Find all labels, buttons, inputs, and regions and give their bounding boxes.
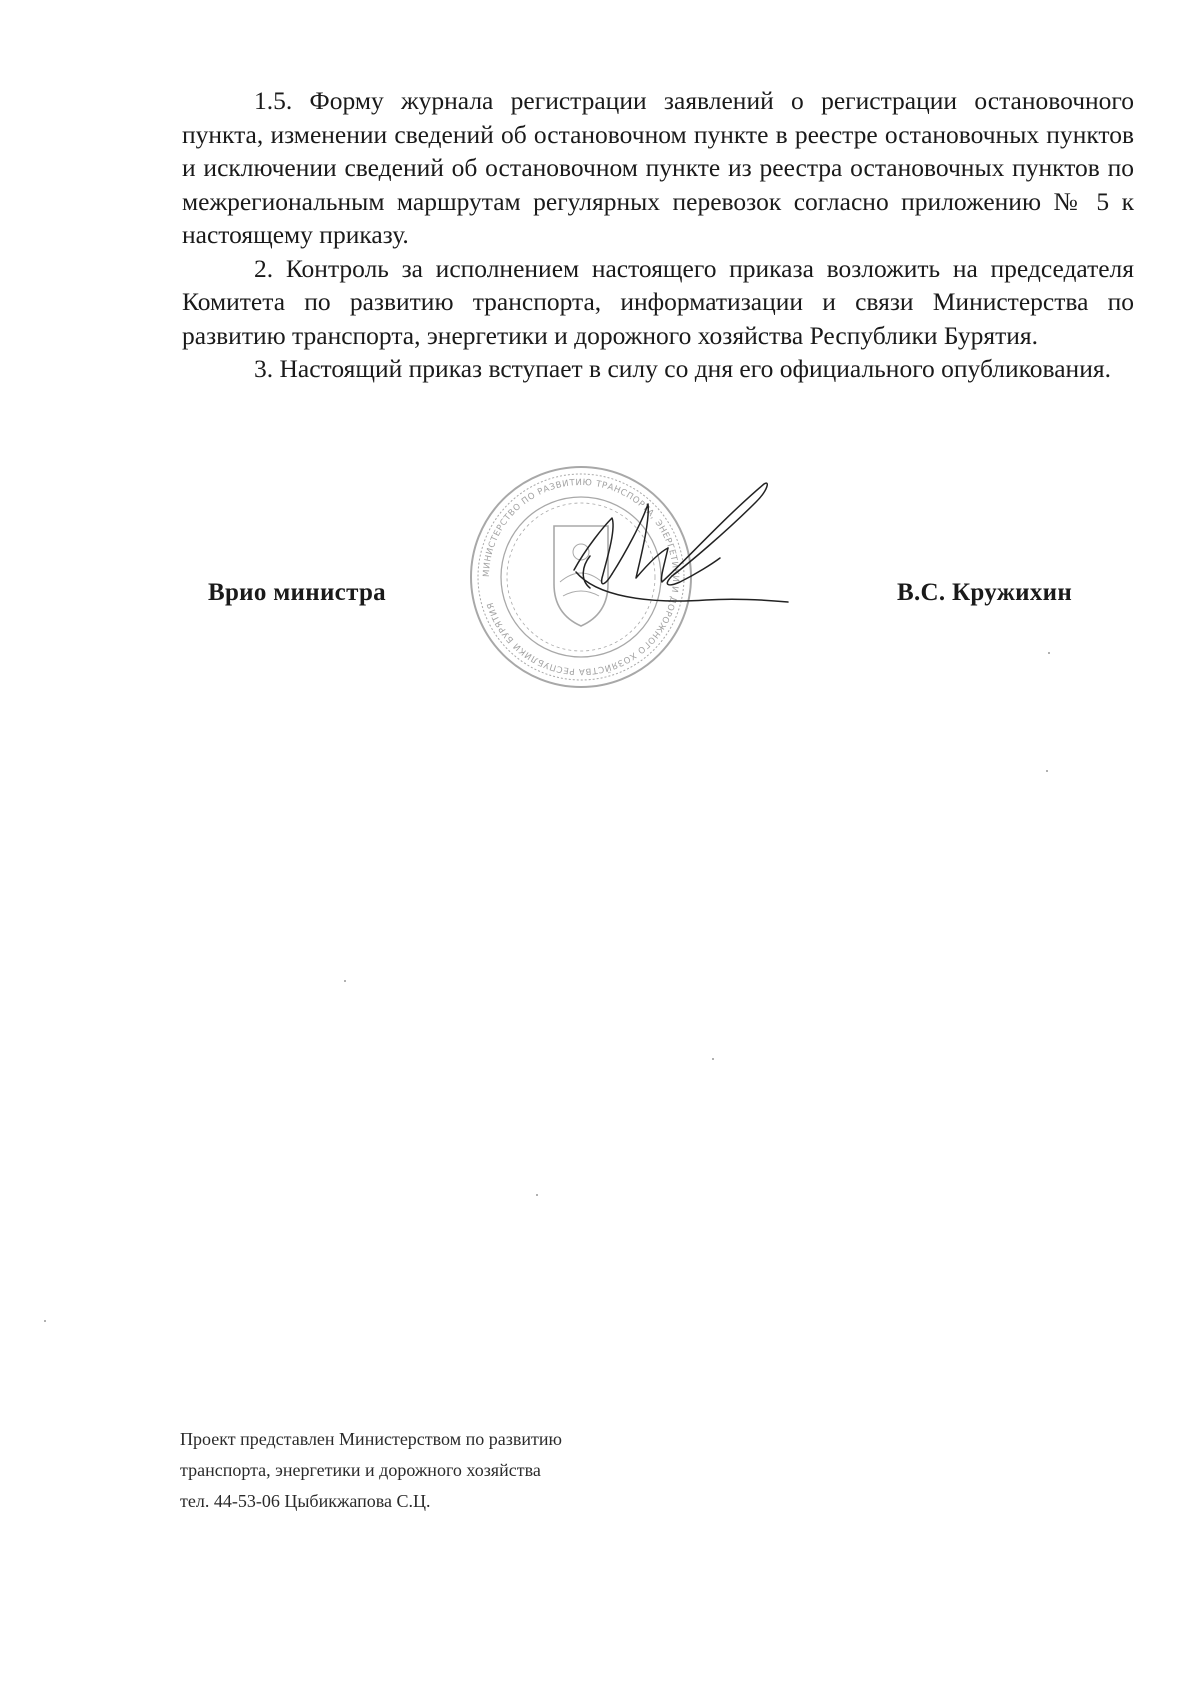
handwritten-signature [556,478,794,618]
scan-speck [344,980,346,982]
scan-speck [712,1058,714,1060]
clause-2: 2. Контроль за исполнением настоящего приказа возложить на председателя Комитета по развитию транспорта, информатизации и связи Министерства по развитию транспорта, энергетики и дорожного хозяйства Республики Бурятия. [182,253,1134,350]
clause-1-5: 1.5. Форму журнала регистрации заявлений о регистрации остановочного пункта, изменении сведений об остановочном пункте в реестре остановочных пунктов и исключении сведений об остановочном пункте из реестра остановочных пунктов по межрегиональным маршрутам регулярных перевозок согласно приложению № 5 к настоящему приказу. [182,86,1134,249]
scan-speck [536,1194,538,1196]
order-body [182,84,1134,386]
scan-speck [1048,652,1050,654]
signatory-title: Врио министра [208,579,386,606]
scan-speck [1046,770,1048,772]
clause-3: 3. Настоящий приказ вступает в силу со дня его официального опубликования. [254,354,1111,383]
footer-line: транспорта, энергетики и дорожного хозяйства [180,1460,541,1480]
signatory-name: В.С. Кружихин [897,579,1073,606]
stamp-ring-text: МИНИСТЕРСТВО ПО РАЗВИТИЮ ТРАНСПОРТА, ЭНЕРГЕТИКИ И ДОРОЖНОГО ХОЗЯЙСТВА РЕСПУБЛИКИ БУРЯТИЯ [481,477,681,677]
footer-line: тел. 44-53-06 Цыбикжапова С.Ц. [180,1491,431,1511]
footer-line: Проект представлен Министерством по развитию [180,1429,562,1449]
scan-speck [44,1320,46,1322]
footer-note [180,1424,562,1517]
